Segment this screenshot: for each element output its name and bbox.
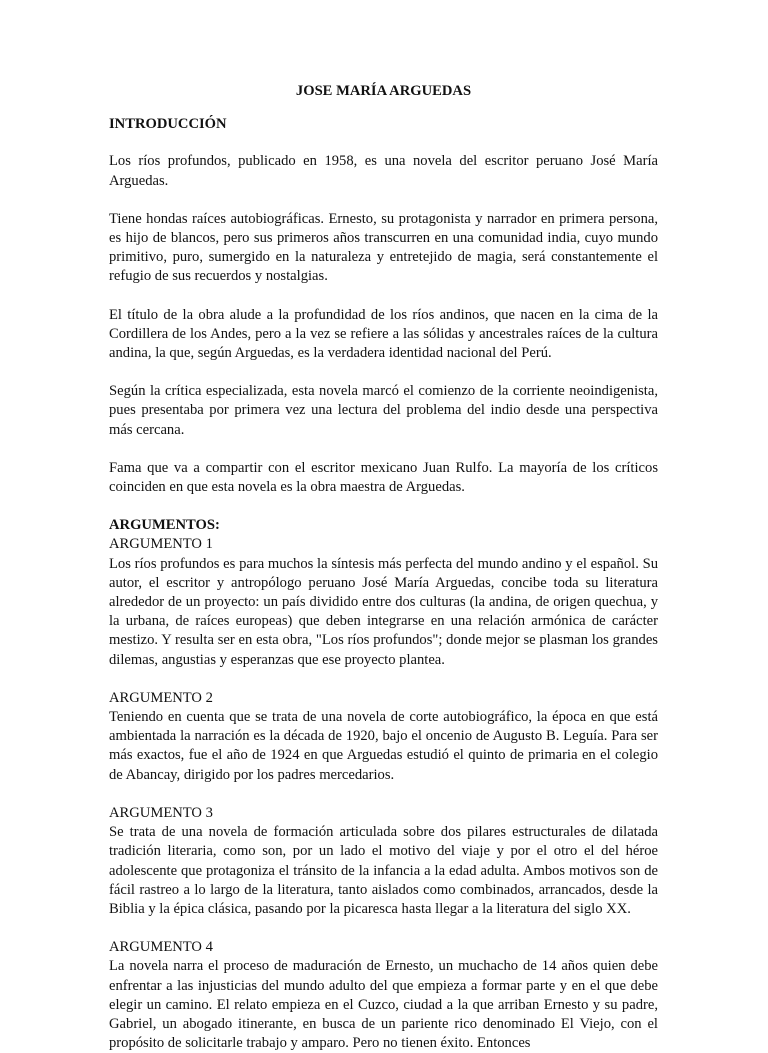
intro-heading: INTRODUCCIÓN [109,116,227,133]
argument-block-1 [109,535,658,669]
document-title: JOSE MARÍA ARGUEDAS [295,83,472,99]
intro-paragraph-3: El título de la obra alude a la profundidad de los ríos andinos, que nacen en la cima de la Cordillera de los Andes, pero a la vez se refiere a las sólidas y ancestrales raíces de la cultura andina, la que, según Arguedas, es la verdadera identidad nacional del Perú. [109,306,658,362]
argument-label-1: ARGUMENTO 1 [109,536,213,553]
argument-block-3 [109,804,658,919]
argument-block-2 [109,689,658,785]
argument-label-2: ARGUMENTO 2 [109,689,213,706]
intro-paragraph-5: Fama que va a compartir con el escritor mexicano Juan Rulfo. La mayoría de los críticos coinciden en que esta novela es la obra maestra de Arguedas. [109,459,658,496]
document-page [109,82,658,1053]
argument-text-1: Los ríos profundos es para muchos la síntesis más perfecta del mundo andino y el español. Su autor, el escritor y antropólogo peruano José María Arguedas, concibe toda su literatura alrededor de un proyecto: un país dividido entre dos culturas (la andina, de origen quechua, y la urbana, de raíces europeas) que deben integrarse en una relación armónica de carácter mestizo. Y resulta ser en esta obra, "Los ríos profundos"; donde mejor se plasman los grandes dilemas, angustias y esperanzas que ese proyecto plantea. [109,555,658,668]
argument-text-4: La novela narra el proceso de maduración de Ernesto, un muchacho de 14 años quien debe enfrentar a las injusticias del mundo adulto del que empieza a formar parte y en el que debe elegir un camino. El relato empieza en el Cuzco, ciudad a la que arriban Ernesto y su padre, Gabriel, un abogado itinerante, en busca de un pariente rico denominado El Viejo, con el propósito de solicitarle trabajo y amparo. Pero no tienen éxito. Entonces [109,958,658,1052]
argument-text-2: Teniendo en cuenta que se trata de una novela de corte autobiográfico, la época en que está ambientada la narración es la década de 1920, bajo el oncenio de Augusto B. Leguía. Para ser más exactos, fue el año de 1924 en que Arguedas estudió el quinto de primaria en el colegio de Abancay, dirigido por los padres mercedarios. [109,709,658,783]
argument-block-4 [109,938,658,1053]
argument-text-3: Se trata de una novela de formación articulada sobre dos pilares estructurales de dilatada tradición literaria, como son, por un lado el motivo del viaje y por el otro el del héroe adolescente que protagoniza el tránsito de la infancia a la edad adulta. Ambos motivos son de fácil rastreo a lo largo de la literatura, tanto aislados como combinados, arrancados, desde la Biblia y la épica clásica, pasando por la picaresca hasta llegar a la literatura del siglo XX. [109,824,658,917]
intro-paragraph-2: Tiene hondas raíces autobiográficas. Ernesto, su protagonista y narrador en primera persona, es hijo de blancos, pero sus primeros años transcurren en una comunidad india, cuyo mundo primitivo, puro, sumergido en la naturaleza y entretejido de magia, será constantemente el refugio de sus recuerdos y nostalgias. [109,210,658,285]
argument-label-3: ARGUMENTO 3 [109,804,213,821]
intro-paragraph-4: Según la crítica especializada, esta novela marcó el comienzo de la corriente neoindigenista, pues presentaba por primera vez una lectura del problema del indio desde una perspectiva más cercana. [109,383,658,438]
arguments-heading: ARGUMENTOS: [109,517,220,534]
argument-label-4: ARGUMENTO 4 [109,939,213,956]
intro-paragraph-1: Los ríos profundos, publicado en 1958, es una novela del escritor peruano José María Arguedas. [109,153,658,189]
